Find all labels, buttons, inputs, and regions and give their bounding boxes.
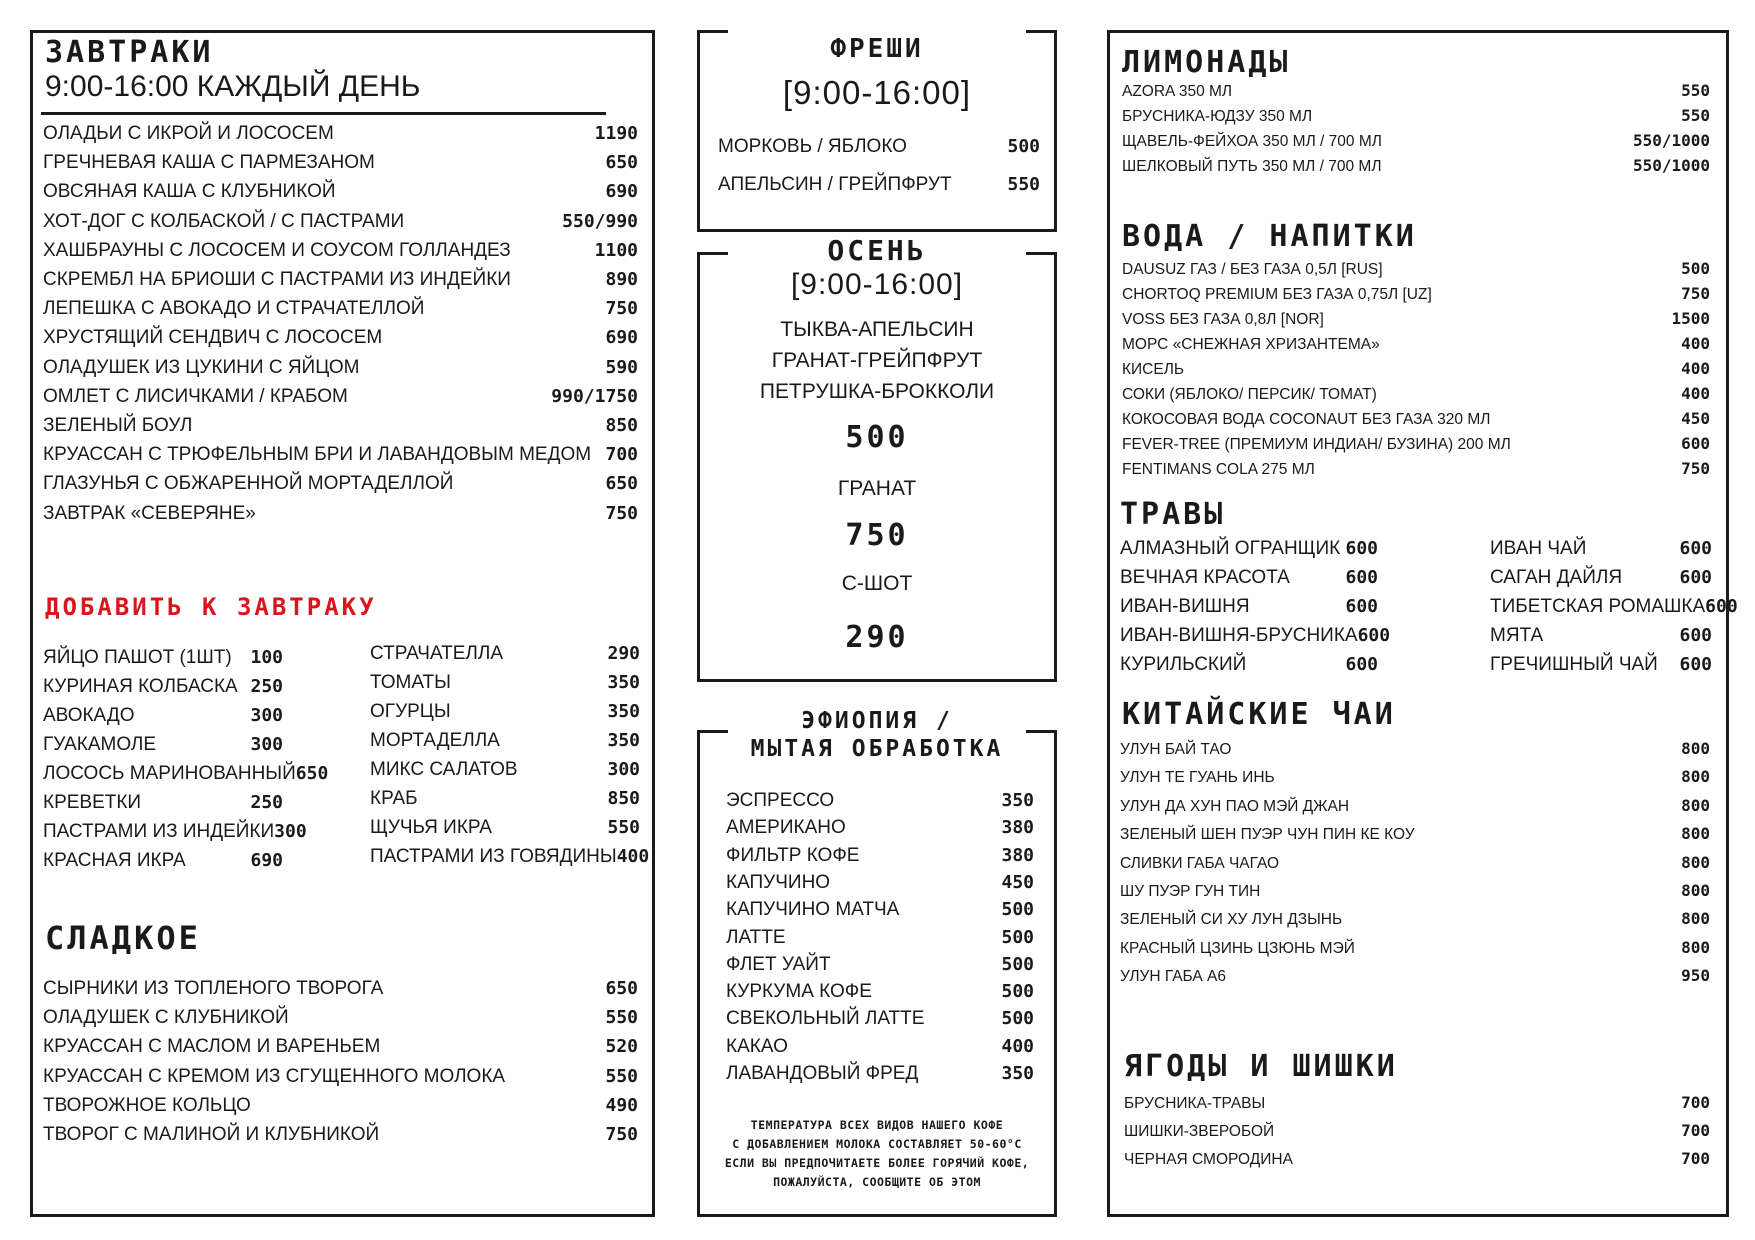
lemonades-title: ЛИМОНАДЫ xyxy=(1122,45,1291,80)
item-name: КРАСНАЯ ИКРА xyxy=(43,850,186,871)
item-name: СКРЕМБЛ НА БРИОШИ С ПАСТРАМИ ИЗ ИНДЕЙКИ xyxy=(43,269,511,290)
item-price: 750 xyxy=(1681,459,1710,478)
item-name: КРУАССАН С МАСЛОМ И ВАРЕНЬЕМ xyxy=(43,1036,381,1057)
breakfast-panel xyxy=(30,30,655,1217)
item-price: 650 xyxy=(605,152,638,173)
tea-item xyxy=(1120,853,1710,873)
drink-item xyxy=(1122,409,1710,429)
addon-item xyxy=(370,701,640,723)
item-name: СТРАЧАТЕЛЛА xyxy=(370,643,504,664)
berry-item xyxy=(1124,1149,1710,1169)
item-price: 550 xyxy=(607,817,640,838)
item-name: АПЕЛЬСИН / ГРЕЙПФРУТ xyxy=(718,174,952,195)
item-name: ОЛАДУШЕК ИЗ ЦУКИНИ С ЯЙЦОМ xyxy=(43,357,360,378)
fresh-item xyxy=(718,174,1040,196)
drink-item xyxy=(1122,284,1710,304)
item-name: МОРТАДЕЛЛА xyxy=(370,730,500,751)
item-name: КАПУЧИНО МАТЧА xyxy=(726,899,900,920)
herbs-title: ТРАВЫ xyxy=(1120,497,1226,532)
item-price: 700 xyxy=(1681,1121,1710,1140)
item-price: 380 xyxy=(1001,845,1034,866)
item-name: АЛМАЗНЫЙ ОГРАНЩИК xyxy=(1120,538,1341,559)
sweet-item xyxy=(43,978,638,1000)
item-name: ЛЕПЕШКА С АВОКАДО И СТРАЧАТЕЛЛОЙ xyxy=(43,298,425,319)
item-name: FEVER-TREE (ПРЕМИУМ ИНДИАН/ БУЗИНА) 200 МЛ xyxy=(1122,436,1511,453)
herb-item xyxy=(1490,596,1738,618)
berry-item xyxy=(1124,1093,1710,1113)
item-name: СЫРНИКИ ИЗ ТОПЛЕНОГО ТВОРОГА xyxy=(43,978,384,999)
berry-item xyxy=(1124,1121,1710,1141)
breakfast-title: ЗАВТРАКИ xyxy=(45,35,214,70)
tea-item xyxy=(1120,966,1710,986)
item-price: 750 xyxy=(605,1124,638,1145)
herb-item xyxy=(1490,538,1712,560)
item-name: ЛАТТЕ xyxy=(726,927,786,948)
item-name: УЛУН ТЕ ГУАНЬ ИНЬ xyxy=(1120,769,1275,786)
breakfast-item xyxy=(43,181,638,203)
addon-item xyxy=(370,730,640,752)
item-price: 550/990 xyxy=(562,211,638,232)
item-name: ГЛАЗУНЬЯ С ОБЖАРЕННОЙ МОРТАДЕЛЛОЙ xyxy=(43,473,454,494)
breakfast-item xyxy=(43,298,638,320)
coffee-title-1: ЭФИОПИЯ / xyxy=(795,708,959,734)
item-price: 450 xyxy=(1001,872,1034,893)
item-name: КОКОСОВАЯ ВОДА COCONAUT БЕЗ ГАЗА 320 МЛ xyxy=(1122,411,1491,428)
tea-item xyxy=(1120,796,1710,816)
item-price: 600 xyxy=(1345,567,1378,588)
coffee-title-2: МЫТАЯ ОБРАБОТКА xyxy=(750,736,1004,762)
item-name: ОЛАДУШЕК С КЛУБНИКОЙ xyxy=(43,1007,289,1028)
addon-item xyxy=(370,643,640,665)
item-price: 600 xyxy=(1357,625,1391,646)
item-name: ПАСТРАМИ ИЗ ИНДЕЙКИ xyxy=(43,821,275,842)
herb-item xyxy=(1120,625,1391,647)
item-price: 650 xyxy=(605,978,638,999)
item-price: 520 xyxy=(605,1036,638,1057)
item-name: ЭСПРЕССО xyxy=(726,790,835,811)
item-price: 800 xyxy=(1681,796,1710,815)
item-name: КРАБ xyxy=(370,788,418,809)
herb-item xyxy=(1490,625,1712,647)
coffee-item xyxy=(726,872,1034,894)
sweet-item xyxy=(43,1066,638,1088)
item-name: БРУСНИКА-ЮДЗУ 350 МЛ xyxy=(1122,108,1313,125)
item-price: 350 xyxy=(607,730,640,751)
coffee-item xyxy=(726,845,1034,867)
item-name: ИВАН ЧАЙ xyxy=(1490,538,1587,559)
item-name: ЩАВЕЛЬ-ФЕЙХОА 350 МЛ / 700 МЛ xyxy=(1122,133,1382,150)
item-name: БРУСНИКА-ТРАВЫ xyxy=(1124,1095,1266,1112)
item-name: МИКС САЛАТОВ xyxy=(370,759,518,780)
item-price: 600 xyxy=(1345,538,1378,559)
item-price: 250 xyxy=(250,676,283,697)
item-name: ТВОРОГ С МАЛИНОЙ И КЛУБНИКОЙ xyxy=(43,1124,380,1145)
item-price: 500 xyxy=(1681,259,1710,278)
coffee-note-4: ПОЖАЛУЙСТА, СООБЩИТЕ ОБ ЭТОМ xyxy=(773,1175,981,1189)
item-price: 550 xyxy=(1681,81,1710,100)
item-name: ШЕЛКОВЫЙ ПУТЬ 350 МЛ / 700 МЛ xyxy=(1122,158,1382,175)
coffee-item xyxy=(726,954,1034,976)
drink-item xyxy=(1122,334,1710,354)
addon-item xyxy=(370,788,640,810)
item-name: ОМЛЕТ С ЛИСИЧКАМИ / КРАБОМ xyxy=(43,386,348,407)
item-price: 600 xyxy=(1679,654,1712,675)
item-name: ХРУСТЯЩИЙ СЕНДВИЧ С ЛОСОСЕМ xyxy=(43,327,383,348)
drinks-panel xyxy=(1107,30,1738,1217)
item-name: САГАН ДАЙЛЯ xyxy=(1490,567,1623,588)
item-name: ЧЕРНАЯ СМОРОДИНА xyxy=(1124,1151,1293,1168)
tea-item xyxy=(1120,938,1710,958)
item-name: СВЕКОЛЬНЫЙ ЛАТТЕ xyxy=(726,1008,925,1029)
item-name: СЛИВКИ ГАБА ЧАГАО xyxy=(1120,855,1280,872)
item-price: 350 xyxy=(1001,790,1034,811)
addon-item xyxy=(43,821,307,843)
item-price: 750 xyxy=(1681,284,1710,303)
addon-item xyxy=(43,647,283,669)
autumn-title: ОСЕНЬ xyxy=(819,234,934,267)
coffee-item xyxy=(726,1008,1034,1030)
fresh-title: ФРЕШИ xyxy=(830,34,924,64)
item-price: 400 xyxy=(616,846,650,867)
sweet-item xyxy=(43,1007,638,1029)
item-price: 750 xyxy=(605,503,638,524)
item-price: 590 xyxy=(605,357,638,378)
tea-item xyxy=(1120,739,1710,759)
addon-item xyxy=(43,792,283,814)
item-price: 1500 xyxy=(1671,309,1710,328)
addon-item xyxy=(370,817,640,839)
item-price: 850 xyxy=(605,415,638,436)
tea-item xyxy=(1120,881,1710,901)
item-price: 380 xyxy=(1001,817,1034,838)
item-price: 1100 xyxy=(594,240,638,261)
breakfast-item xyxy=(43,152,638,174)
item-name: КРУАССАН С ТРЮФЕЛЬНЫМ БРИ И ЛАВАНДОВЫМ МЕДОМ xyxy=(43,444,592,465)
coffee-item xyxy=(726,817,1034,839)
item-price: 800 xyxy=(1681,739,1710,758)
item-price: 650 xyxy=(605,473,638,494)
item-price: 750 xyxy=(605,298,638,319)
item-name: КУРИНАЯ КОЛБАСКА xyxy=(43,676,238,697)
addon-item xyxy=(370,759,640,781)
addons-title: ДОБАВИТЬ К ЗАВТРАКУ xyxy=(45,593,377,621)
autumn-hours: [9:00-16:00] xyxy=(790,268,964,301)
coffee-note-3: ЕСЛИ ВЫ ПРЕДПОЧИТАЕТЕ БОЛЕЕ ГОРЯЧИЙ КОФЕ, xyxy=(724,1156,1030,1170)
autumn-line-2: ГРАНАТ-ГРЕЙПФРУТ xyxy=(771,349,983,372)
coffee-panel xyxy=(697,708,1057,1217)
item-name: ВЕЧНАЯ КРАСОТА xyxy=(1120,567,1290,588)
item-price: 300 xyxy=(250,705,283,726)
item-price: 350 xyxy=(1001,1063,1034,1084)
item-name: ОГУРЦЫ xyxy=(370,701,451,722)
breakfast-item xyxy=(43,211,638,233)
item-name: ЯЙЦО ПАШОТ (1ШТ) xyxy=(43,647,232,668)
item-price: 550 xyxy=(1007,174,1040,195)
item-price: 550/1000 xyxy=(1632,131,1710,150)
item-name: ЗЕЛЕНЫЙ СИ ХУ ЛУН ДЗЫНЬ xyxy=(1120,911,1343,928)
item-price: 100 xyxy=(250,647,283,668)
item-price: 600 xyxy=(1681,434,1710,453)
addon-item xyxy=(43,763,329,785)
item-price: 500 xyxy=(1001,981,1034,1002)
item-name: ИВАН-ВИШНЯ-БРУСНИКА xyxy=(1120,625,1358,646)
item-price: 600 xyxy=(1345,596,1378,617)
addon-item xyxy=(43,705,283,727)
item-name: ЛАВАНДОВЫЙ ФРЕД xyxy=(726,1063,919,1084)
item-name: ГРЕЧИШНЫЙ ЧАЙ xyxy=(1490,654,1658,675)
item-name: AZORA 350 МЛ xyxy=(1122,83,1233,100)
breakfast-item xyxy=(43,415,638,437)
lemonade-item xyxy=(1122,156,1710,176)
tea-item xyxy=(1120,767,1710,787)
item-name: ИВАН-ВИШНЯ xyxy=(1120,596,1250,617)
autumn-price-3: 290 xyxy=(845,620,909,655)
addon-item xyxy=(43,676,283,698)
item-price: 500 xyxy=(1007,136,1040,157)
item-price: 800 xyxy=(1681,767,1710,786)
item-name: КРУАССАН С КРЕМОМ ИЗ СГУЩЕННОГО МОЛОКА xyxy=(43,1066,506,1087)
item-name: ГУАКАМОЛЕ xyxy=(43,734,157,755)
item-name: ТИБЕТСКАЯ РОМАШКА xyxy=(1490,596,1706,617)
item-name: АВОКАДО xyxy=(43,705,135,726)
autumn-label-3: С-ШОТ xyxy=(841,572,913,595)
item-name: ПАСТРАМИ ИЗ ГОВЯДИНЫ xyxy=(370,846,617,867)
sweet-item xyxy=(43,1095,638,1117)
item-name: CHORTOQ PREMIUM БЕЗ ГАЗА 0,75Л [UZ] xyxy=(1122,286,1432,303)
coffee-item xyxy=(726,1036,1034,1058)
berries-title: ЯГОДЫ И ШИШКИ xyxy=(1124,1049,1398,1084)
autumn-price-2: 750 xyxy=(845,518,909,553)
breakfast-item xyxy=(43,386,638,408)
item-name: ЩУЧЬЯ ИКРА xyxy=(370,817,492,838)
item-price: 550 xyxy=(605,1066,638,1087)
breakfast-hours: 9:00-16:00 КАЖДЫЙ ДЕНЬ xyxy=(45,70,421,103)
item-price: 600 xyxy=(1345,654,1378,675)
item-name: КРАСНЫЙ ЦЗИНЬ ЦЗЮНЬ МЭЙ xyxy=(1120,940,1355,957)
item-price: 300 xyxy=(274,821,307,842)
item-price: 550 xyxy=(605,1007,638,1028)
addon-item xyxy=(43,850,283,872)
breakfast-item xyxy=(43,269,638,291)
breakfast-item xyxy=(43,240,638,262)
item-price: 490 xyxy=(605,1095,638,1116)
sweet-item xyxy=(43,1124,638,1146)
item-price: 500 xyxy=(1001,927,1034,948)
item-name: КИСЕЛЬ xyxy=(1122,361,1185,378)
drink-item xyxy=(1122,259,1710,279)
item-price: 350 xyxy=(607,672,640,693)
herb-item xyxy=(1120,654,1378,676)
breakfast-item xyxy=(43,123,638,145)
item-name: УЛУН ДА ХУН ПАО МЭЙ ДЖАН xyxy=(1120,798,1350,815)
item-name: ЗЕЛЕНЫЙ БОУЛ xyxy=(43,415,193,436)
item-price: 950 xyxy=(1681,966,1710,985)
coffee-item xyxy=(726,790,1034,812)
divider xyxy=(41,112,606,115)
item-name: ТВОРОЖНОЕ КОЛЬЦО xyxy=(43,1095,251,1116)
item-price: 800 xyxy=(1681,853,1710,872)
item-price: 400 xyxy=(1681,334,1710,353)
item-price: 800 xyxy=(1681,881,1710,900)
item-name: ЗАВТРАК «СЕВЕРЯНЕ» xyxy=(43,503,256,524)
sweets-title: СЛАДКОЕ xyxy=(45,919,201,957)
autumn-price-1: 500 xyxy=(845,420,909,455)
item-price: 690 xyxy=(605,181,638,202)
item-name: ШУ ПУЭР ГУН ТИН xyxy=(1120,883,1261,900)
item-name: МОРС «СНЕЖНАЯ ХРИЗАНТЕМА» xyxy=(1122,336,1380,353)
item-price: 300 xyxy=(607,759,640,780)
item-name: ФИЛЬТР КОФЕ xyxy=(726,845,860,866)
breakfast-item xyxy=(43,327,638,349)
herb-item xyxy=(1490,567,1712,589)
item-price: 600 xyxy=(1679,538,1712,559)
item-name: ЛОСОСЬ МАРИНОВАННЫЙ xyxy=(43,763,296,784)
breakfast-item xyxy=(43,503,638,525)
fresh-item xyxy=(718,136,1040,158)
coffee-item xyxy=(726,1063,1034,1085)
item-price: 800 xyxy=(1681,824,1710,843)
item-price: 850 xyxy=(607,788,640,809)
item-name: КРЕВЕТКИ xyxy=(43,792,142,813)
item-price: 290 xyxy=(607,643,640,664)
item-price: 690 xyxy=(605,327,638,348)
sweet-item xyxy=(43,1036,638,1058)
item-name: ГРЕЧНЕВАЯ КАША С ПАРМЕЗАНОМ xyxy=(43,152,375,173)
tea-item xyxy=(1120,824,1710,844)
item-name: ШИШКИ-ЗВЕРОБОЙ xyxy=(1124,1123,1275,1140)
autumn-panel xyxy=(697,234,1057,682)
item-price: 250 xyxy=(250,792,283,813)
coffee-item xyxy=(726,899,1034,921)
item-name: VOSS БЕЗ ГАЗА 0,8Л [NOR] xyxy=(1122,311,1324,328)
tea-item xyxy=(1120,909,1710,929)
addon-item xyxy=(43,734,283,756)
item-name: КУРКУМА КОФЕ xyxy=(726,981,872,1002)
drink-item xyxy=(1122,309,1710,329)
item-price: 890 xyxy=(605,269,638,290)
item-name: DAUSUZ ГАЗ / БЕЗ ГАЗА 0,5Л [RUS] xyxy=(1122,261,1383,278)
item-price: 700 xyxy=(1681,1093,1710,1112)
item-price: 700 xyxy=(605,444,638,465)
item-name: ХАШБРАУНЫ С ЛОСОСЕМ И СОУСОМ ГОЛЛАНДЕЗ xyxy=(43,240,511,261)
item-name: ХОТ-ДОГ С КОЛБАСКОЙ / С ПАСТРАМИ xyxy=(43,211,405,232)
breakfast-item xyxy=(43,444,638,466)
item-price: 400 xyxy=(1001,1036,1034,1057)
item-name: ОЛАДЬИ С ИКРОЙ И ЛОСОСЕМ xyxy=(43,123,334,144)
coffee-item xyxy=(726,981,1034,1003)
item-name: МЯТА xyxy=(1490,625,1544,646)
herb-item xyxy=(1120,538,1378,560)
item-price: 450 xyxy=(1681,409,1710,428)
item-price: 650 xyxy=(295,763,329,784)
item-price: 300 xyxy=(250,734,283,755)
item-name: МОРКОВЬ / ЯБЛОКО xyxy=(718,136,907,157)
drink-item xyxy=(1122,384,1710,404)
coffee-item xyxy=(726,927,1034,949)
item-price: 690 xyxy=(250,850,283,871)
item-price: 600 xyxy=(1705,596,1738,617)
item-name: АМЕРИКАНО xyxy=(726,817,846,838)
item-name: ЗЕЛЕНЫЙ ШЕН ПУЭР ЧУН ПИН КЕ КОУ xyxy=(1120,826,1415,843)
item-price: 400 xyxy=(1681,384,1710,403)
water-title: ВОДА / НАПИТКИ xyxy=(1122,219,1417,254)
item-price: 400 xyxy=(1681,359,1710,378)
item-name: ФЛЕТ УАЙТ xyxy=(726,954,831,975)
item-price: 500 xyxy=(1001,899,1034,920)
item-price: 500 xyxy=(1001,954,1034,975)
coffee-note-2: С ДОБАВЛЕНИЕМ МОЛОКА СОСТАВЛЯЕТ 50-60°С xyxy=(732,1137,1022,1151)
item-name: КАПУЧИНО xyxy=(726,872,831,893)
item-name: FENTIMANS COLA 275 МЛ xyxy=(1122,461,1315,478)
item-name: УЛУН БАЙ ТАО xyxy=(1120,741,1232,758)
item-name: КУРИЛЬСКИЙ xyxy=(1120,654,1247,675)
lemonade-item xyxy=(1122,131,1710,151)
item-price: 500 xyxy=(1001,1008,1034,1029)
item-price: 350 xyxy=(607,701,640,722)
item-name: КАКАО xyxy=(726,1036,788,1057)
item-price: 800 xyxy=(1681,909,1710,928)
addon-item xyxy=(370,846,650,868)
breakfast-item xyxy=(43,473,638,495)
item-price: 700 xyxy=(1681,1149,1710,1168)
fresh-hours: [9:00-16:00] xyxy=(782,74,972,111)
item-price: 800 xyxy=(1681,938,1710,957)
item-name: СОКИ (ЯБЛОКО/ ПЕРСИК/ ТОМАТ) xyxy=(1122,386,1377,403)
coffee-note-1: ТЕМПЕРАТУРА ВСЕХ ВИДОВ НАШЕГО КОФЕ xyxy=(750,1118,1004,1132)
item-name: ТОМАТЫ xyxy=(370,672,451,693)
item-price: 550/1000 xyxy=(1632,156,1710,175)
item-name: ОВСЯНАЯ КАША С КЛУБНИКОЙ xyxy=(43,181,336,202)
item-price: 550 xyxy=(1681,106,1710,125)
lemonade-item xyxy=(1122,106,1710,126)
chinese-tea-title: КИТАЙСКИЕ ЧАИ xyxy=(1122,697,1396,732)
item-price: 990/1750 xyxy=(551,386,638,407)
item-price: 600 xyxy=(1679,625,1712,646)
item-price: 600 xyxy=(1679,567,1712,588)
herb-item xyxy=(1120,596,1378,618)
item-name: УЛУН ГАБА А6 xyxy=(1120,968,1226,985)
herb-item xyxy=(1490,654,1712,676)
autumn-line-1: ТЫКВА-АПЕЛЬСИН xyxy=(780,318,974,341)
autumn-line-3: ПЕТРУШКА-БРОККОЛИ xyxy=(759,380,995,403)
lemonade-item xyxy=(1122,81,1710,101)
addon-item xyxy=(370,672,640,694)
fresh-panel xyxy=(697,30,1057,232)
autumn-label-2: ГРАНАТ xyxy=(837,477,917,500)
drink-item xyxy=(1122,359,1710,379)
breakfast-item xyxy=(43,357,638,379)
item-price: 1190 xyxy=(594,123,638,144)
drink-item xyxy=(1122,434,1710,454)
herb-item xyxy=(1120,567,1378,589)
drink-item xyxy=(1122,459,1710,479)
